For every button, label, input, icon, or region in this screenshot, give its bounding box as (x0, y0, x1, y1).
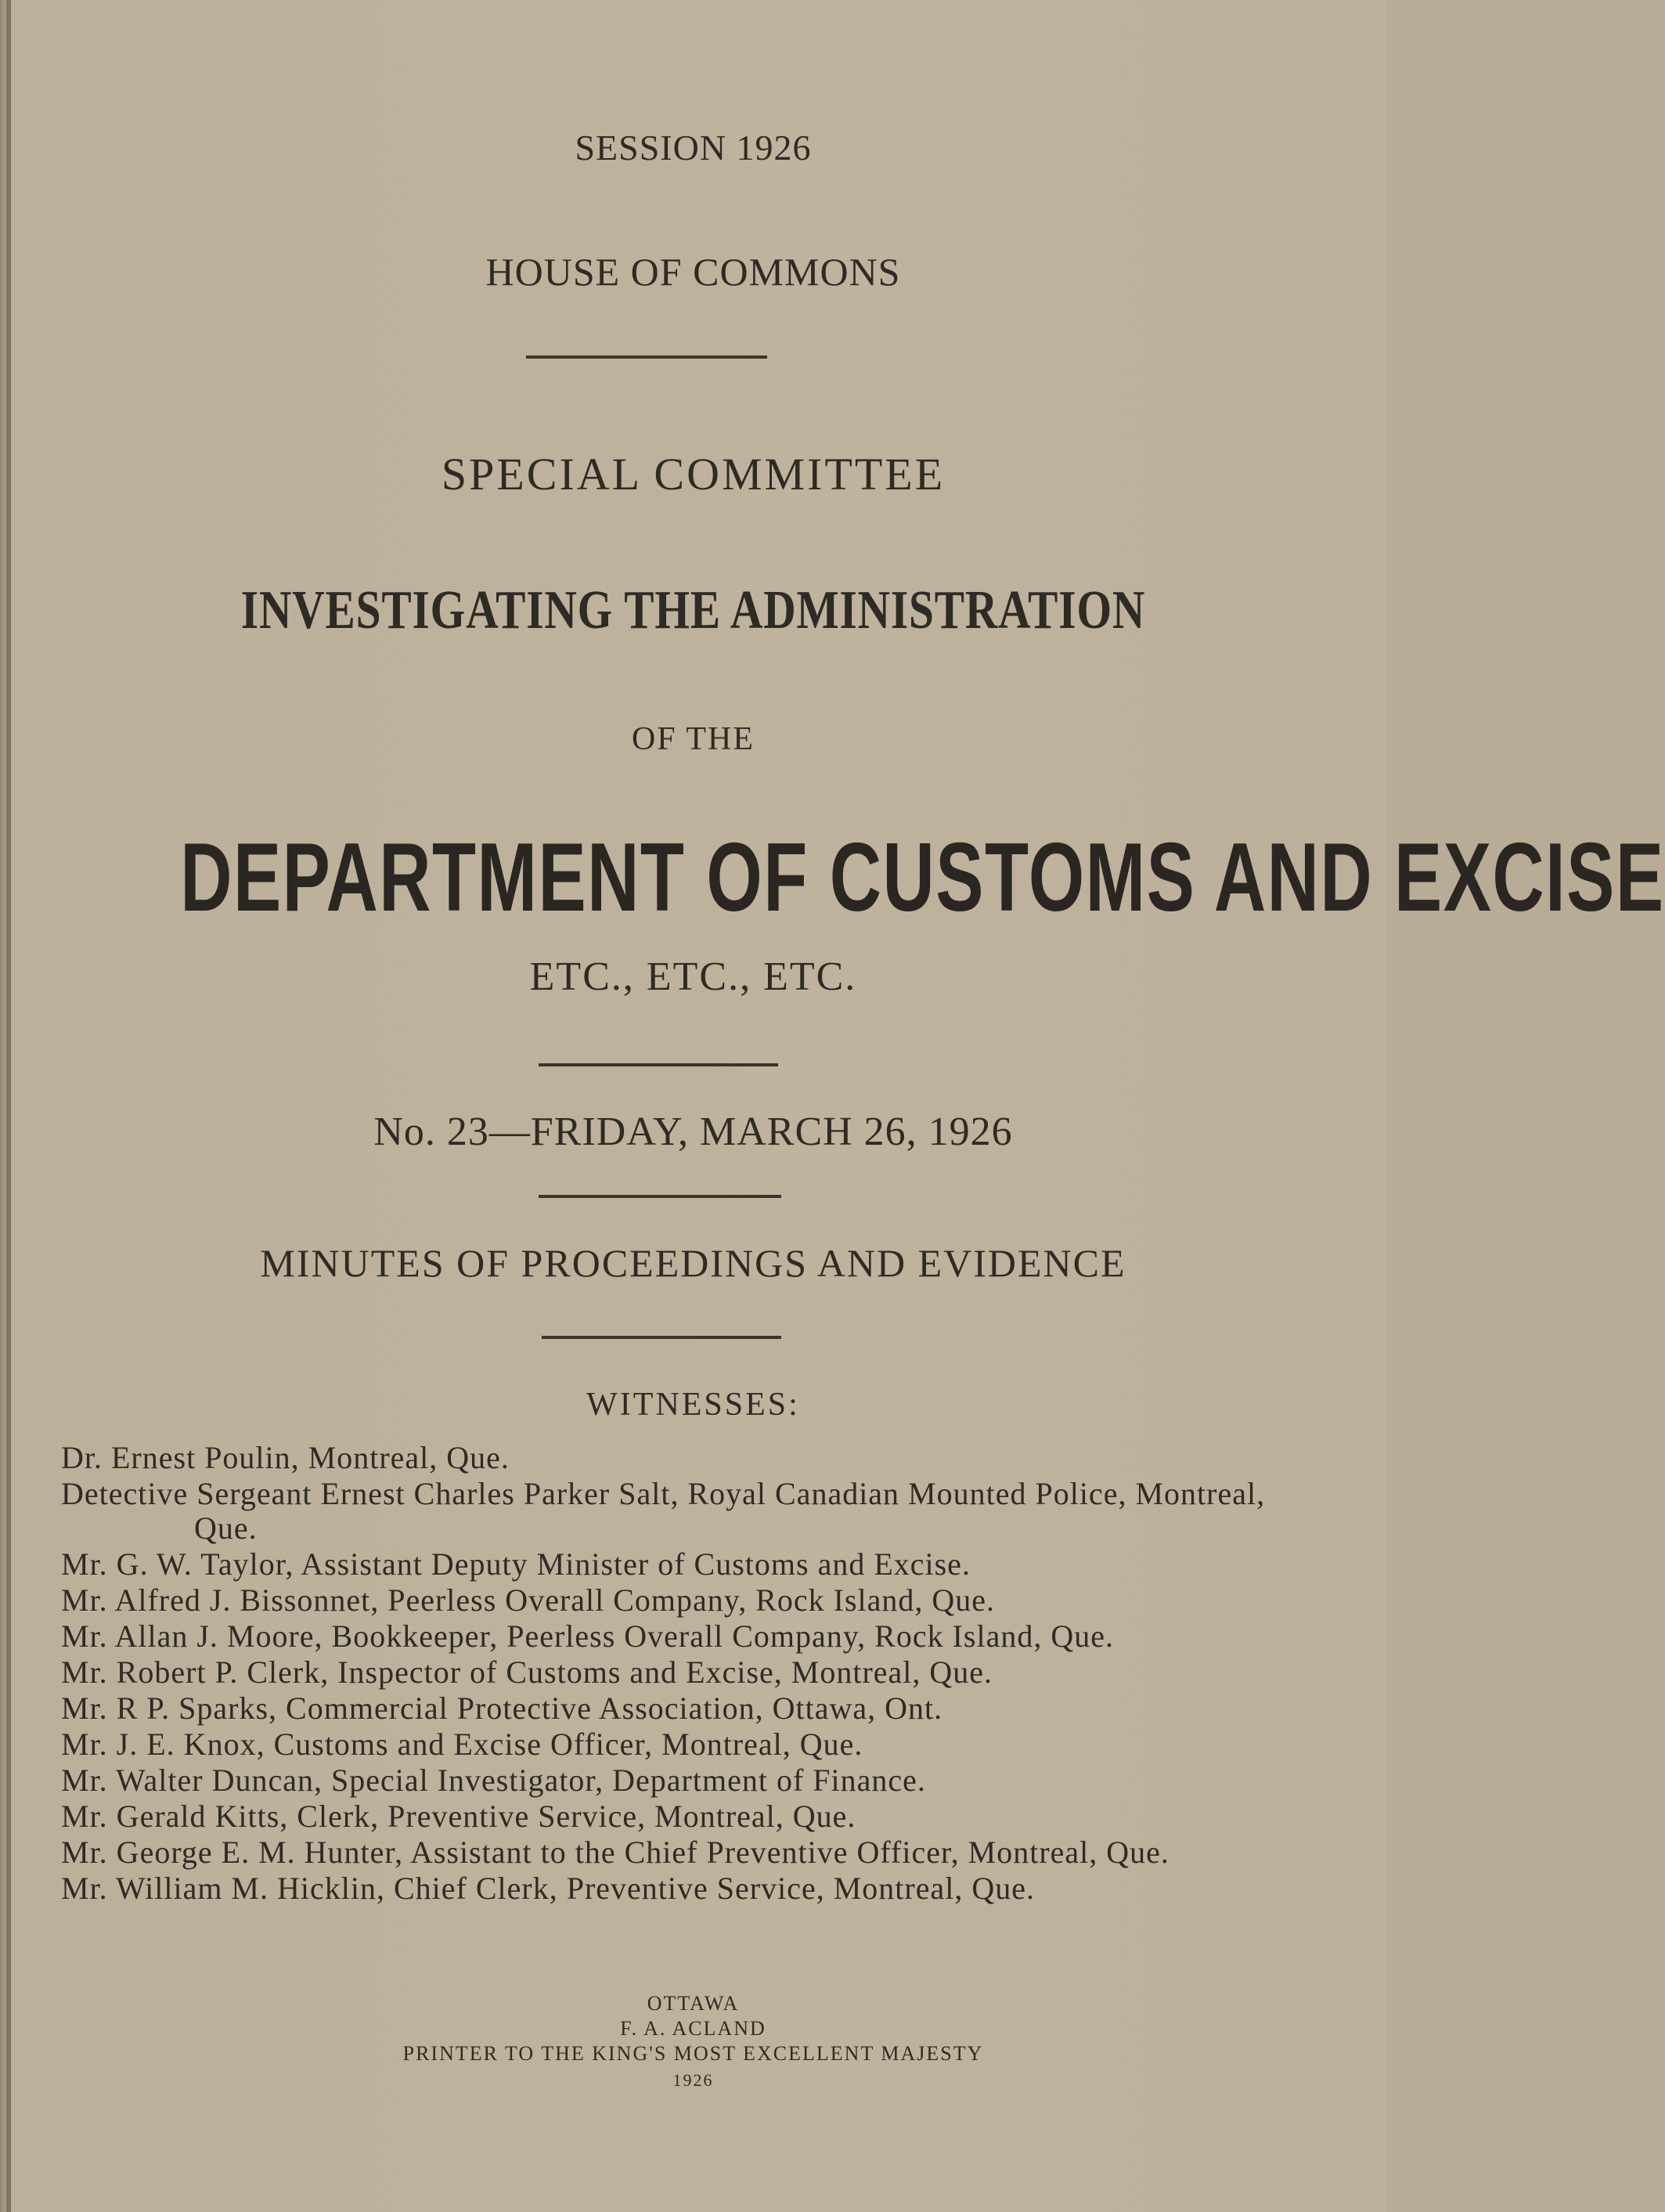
house-line: HOUSE OF COMMONS (485, 250, 901, 294)
witness-item: Mr. William M. Hicklin, Chief Clerk, Preventive Service, Montreal, Que. (61, 1871, 1035, 1906)
imprint-city: OTTAWA (647, 1992, 740, 2015)
session-line: SESSION 1926 (575, 128, 812, 168)
witness-item: Mr. G. W. Taylor, Assistant Deputy Minister of Customs and Excise. (61, 1546, 971, 1582)
witness-item: Mr. Allan J. Moore, Bookkeeper, Peerless Overall Company, Rock Island, Que. (61, 1618, 1114, 1654)
imprint-year: 1926 (672, 2070, 714, 2090)
binding-edge (6, 0, 11, 2212)
of-the-line: OF THE (631, 721, 755, 757)
divider-rule (539, 1195, 781, 1198)
witness-item: Mr. R P. Sparks, Commercial Protective Association, Ottawa, Ont. (61, 1691, 943, 1726)
divider-rule (542, 1336, 781, 1339)
investigating-title: INVESTIGATING THE ADMINISTRATION (240, 580, 1146, 641)
witness-item: Mr. George E. M. Hunter, Assistant to the Chief Preventive Officer, Montreal, Que. (61, 1835, 1169, 1870)
divider-rule (539, 1063, 778, 1066)
witness-item: Mr. J. E. Knox, Customs and Excise Officer, Montreal, Que. (61, 1727, 863, 1762)
imprint-printer-title: PRINTER TO THE KING'S MOST EXCELLENT MAJESTY (402, 2042, 984, 2065)
witness-item: Mr. Walter Duncan, Special Investigator, Department of Finance. (61, 1763, 926, 1798)
witness-item: Mr. Robert P. Clerk, Inspector of Customs and Excise, Montreal, Que. (61, 1654, 993, 1690)
witness-item: Mr. Gerald Kitts, Clerk, Preventive Service, Montreal, Que. (61, 1799, 856, 1834)
minutes-heading: MINUTES OF PROCEEDINGS AND EVIDENCE (260, 1241, 1126, 1285)
issue-number-date: No. 23—FRIDAY, MARCH 26, 1926 (373, 1110, 1013, 1154)
etc-line: ETC., ETC., ETC. (529, 954, 857, 999)
committee-title: SPECIAL COMMITTEE (441, 449, 946, 500)
witness-list (61, 1441, 1282, 1907)
divider-rule (526, 355, 767, 359)
department-title: DEPARTMENT OF CUSTOMS AND EXCISE (180, 824, 1665, 932)
witness-item: Dr. Ernest Poulin, Montreal, Que. (61, 1440, 510, 1475)
witness-item: Mr. Alfred J. Bissonnet, Peerless Overall Company, Rock Island, Que. (61, 1582, 996, 1618)
witnesses-heading: WITNESSES: (586, 1387, 800, 1423)
imprint-printer: F. A. ACLAND (620, 2017, 766, 2040)
witness-item: Detective Sergeant Ernest Charles Parker Salt, Royal Canadian Mounted Police, Montreal, Que. (61, 1476, 1266, 1546)
